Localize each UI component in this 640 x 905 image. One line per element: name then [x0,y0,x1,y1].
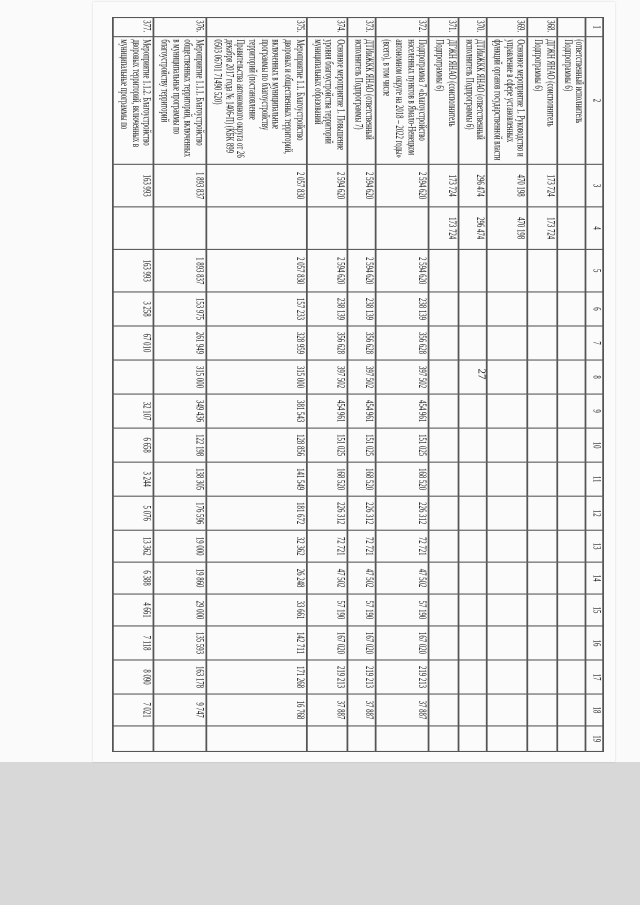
value-cell [348,207,377,250]
value-cell: 29 000 [154,594,207,626]
value-cell [487,660,528,694]
value-cell [458,249,487,292]
row-description: Мероприятие 1.1.1. Благоустройство общественных территорий, включенных в муниципальные программы по благоустройству территорий [154,37,207,165]
value-cell [458,360,487,394]
value-cell: 6 388 [113,562,154,594]
value-cell: 16 768 [207,694,307,726]
value-cell: 37 887 [348,694,377,726]
value-cell: 238 139 [377,292,430,326]
value-cell [528,496,557,530]
value-cell: 2 057 830 [207,164,307,207]
value-cell [429,394,458,428]
value-cell [557,530,586,562]
value-cell [429,292,458,326]
value-cell: 32 107 [113,394,154,428]
value-cell [487,562,528,594]
value-cell: 238 139 [348,292,377,326]
header-cell: 18 [586,694,603,726]
header-cell: 7 [586,326,603,360]
value-cell: 356 628 [307,326,348,360]
value-cell [557,626,586,660]
value-cell [528,562,557,594]
value-cell: 19 000 [154,530,207,562]
row-number: 374. [307,18,348,37]
value-cell: 226 312 [348,496,377,530]
value-cell: 26 248 [207,562,307,594]
value-cell [307,726,348,752]
value-cell: 157 233 [207,292,307,326]
value-cell [429,496,458,530]
value-cell: 1 893 837 [154,164,207,207]
value-cell: 7 021 [113,694,154,726]
value-cell [458,594,487,626]
value-cell [207,726,307,752]
value-cell: 454 961 [307,394,348,428]
row-number: 375. [207,18,307,37]
value-cell: 397 502 [307,360,348,394]
value-cell [557,694,586,726]
value-cell: 171 268 [207,660,307,694]
value-cell [458,530,487,562]
value-cell [487,394,528,428]
value-cell [458,562,487,594]
row-number: 368. [528,18,557,37]
header-cell: 5 [586,249,603,292]
value-cell [487,428,528,462]
value-cell: 122 198 [154,428,207,462]
row-description: Основное мероприятие 1. Руководство и управление в сфере установленных функций органов государственной власти [487,37,528,165]
value-cell: 397 502 [348,360,377,394]
header-cell: 6 [586,292,603,326]
value-cell [557,594,586,626]
row-number: 371. [429,18,458,37]
value-cell: 7 118 [113,626,154,660]
table-row [429,18,458,752]
table-header-row [586,18,603,752]
value-cell: 226 312 [307,496,348,530]
value-cell [557,428,586,462]
value-cell: 135 593 [154,626,207,660]
table-row [528,18,557,752]
header-cell: 1 [586,18,603,37]
header-cell: 9 [586,394,603,428]
value-cell [458,626,487,660]
value-cell: 128 856 [207,428,307,462]
value-cell: 226 312 [377,496,430,530]
value-cell [487,694,528,726]
value-cell [429,626,458,660]
value-cell: 2 594 620 [348,249,377,292]
value-cell [113,726,154,752]
value-cell: 47 502 [307,562,348,594]
value-cell [487,249,528,292]
value-cell [557,292,586,326]
value-cell: 163 993 [113,164,154,207]
value-cell [429,562,458,594]
value-cell [154,726,207,752]
value-cell [207,207,307,250]
value-cell: 141 549 [207,462,307,496]
value-cell [487,726,528,752]
header-cell: 10 [586,428,603,462]
page-number: 27 [475,368,488,380]
value-cell [528,726,557,752]
value-cell: 470 198 [487,164,528,207]
value-cell: 219 213 [348,660,377,694]
value-cell: 176 596 [154,496,207,530]
row-number: 370. [458,18,487,37]
value-cell: 8 090 [113,660,154,694]
value-cell [429,726,458,752]
value-cell: 72 721 [307,530,348,562]
row-number [557,18,586,37]
value-cell: 173 724 [528,164,557,207]
value-cell: 57 190 [348,594,377,626]
value-cell: 72 721 [377,530,430,562]
value-cell [113,360,154,394]
value-cell [429,249,458,292]
value-cell [528,530,557,562]
value-cell: 37 887 [307,694,348,726]
value-cell [557,394,586,428]
value-cell [429,360,458,394]
value-cell [429,660,458,694]
value-cell: 315 000 [154,360,207,394]
header-cell: 8 [586,360,603,394]
value-cell [557,496,586,530]
value-cell [429,428,458,462]
value-cell: 37 887 [377,694,430,726]
value-cell [377,726,430,752]
value-cell: 470 198 [487,207,528,250]
table-row [113,18,154,752]
value-cell [458,394,487,428]
value-cell [113,207,154,250]
value-cell [557,562,586,594]
value-cell: 173 724 [429,207,458,250]
table-row [458,18,487,752]
value-cell [348,726,377,752]
value-cell [458,496,487,530]
value-cell [528,292,557,326]
value-cell: 151 025 [377,428,430,462]
value-cell: 142 711 [207,626,307,660]
value-cell [429,694,458,726]
value-cell: 3 258 [113,292,154,326]
value-cell: 153 975 [154,292,207,326]
value-cell [487,292,528,326]
value-cell: 72 721 [348,530,377,562]
header-cell: 11 [586,462,603,496]
value-cell [154,207,207,250]
value-cell: 5 076 [113,496,154,530]
value-cell [557,249,586,292]
value-cell: 151 025 [307,428,348,462]
value-cell [528,626,557,660]
header-cell: 17 [586,660,603,694]
value-cell [458,462,487,496]
value-cell [528,249,557,292]
value-cell [377,207,430,250]
table-row [487,18,528,752]
value-cell [557,207,586,250]
value-cell: 381 543 [207,394,307,428]
value-cell [528,462,557,496]
value-cell: 296 474 [458,164,487,207]
table-row [207,18,307,752]
row-description: (ответственный исполнитель Подпрограммы 6) [557,37,586,165]
value-cell: 67 010 [113,326,154,360]
value-cell [557,462,586,496]
value-cell: 173 724 [528,207,557,250]
row-description: Основное мероприятие 1. Повышение уровня благоустройства территорий муниципальных образований [307,37,348,165]
value-cell [429,462,458,496]
value-cell: 33 661 [207,594,307,626]
value-cell [528,428,557,462]
header-cell: 14 [586,562,603,594]
value-cell [487,360,528,394]
value-cell: 168 520 [348,462,377,496]
value-cell: 168 520 [307,462,348,496]
value-cell [458,428,487,462]
value-cell [487,530,528,562]
value-cell: 2 057 830 [207,249,307,292]
value-cell [487,594,528,626]
value-cell [557,360,586,394]
row-number: 376. [154,18,207,37]
row-description: ДТИиЖКК ЯНАО (ответственный исполнитель Подпрограммы 7) [348,37,377,165]
value-cell: 47 502 [377,562,430,594]
row-description: Мероприятие 1.1. Благоустройство дворовых и общественных территорий, включенных в муниципальные программы по благоустройству территорий (постановление Правительства автономного округа от 26 декабря 2017 года № 1406-П) (КБК 899 0503 06701 71490 520) [207,37,307,165]
value-cell [487,462,528,496]
value-cell: 2 594 620 [307,164,348,207]
table-row [307,18,348,752]
row-description: Мероприятие 1.1.2. Благоустройство дворовых территорий, включенных в муниципальные программы по [113,37,154,165]
table-row [377,18,430,752]
value-cell [429,326,458,360]
value-cell: 2 594 620 [377,249,430,292]
header-cell: 15 [586,594,603,626]
value-cell [528,594,557,626]
value-cell: 6 658 [113,428,154,462]
value-cell: 219 213 [307,660,348,694]
table-row [154,18,207,752]
value-cell: 32 362 [207,530,307,562]
value-cell: 47 502 [348,562,377,594]
value-cell: 19 860 [154,562,207,594]
value-cell: 173 724 [429,164,458,207]
value-cell [528,394,557,428]
value-cell: 397 502 [377,360,430,394]
value-cell: 3 244 [113,462,154,496]
value-cell [557,164,586,207]
value-cell: 1 893 837 [154,249,207,292]
value-cell [429,594,458,626]
budget-table [112,17,604,752]
header-cell: 19 [586,726,603,752]
value-cell: 9 747 [154,694,207,726]
value-cell [458,694,487,726]
value-cell [458,326,487,360]
value-cell [557,326,586,360]
value-cell: 57 190 [377,594,430,626]
value-cell: 356 628 [377,326,430,360]
value-cell [487,626,528,660]
value-cell [557,726,586,752]
header-cell: 16 [586,626,603,660]
value-cell: 167 020 [307,626,348,660]
header-cell: 12 [586,496,603,530]
value-cell [458,726,487,752]
value-cell [528,360,557,394]
table-row [557,18,586,752]
value-cell: 167 020 [377,626,430,660]
row-number: 377. [113,18,154,37]
value-cell [487,496,528,530]
value-cell: 349 436 [154,394,207,428]
value-cell: 454 961 [348,394,377,428]
header-cell: 13 [586,530,603,562]
header-cell: 3 [586,164,603,207]
value-cell: 138 305 [154,462,207,496]
value-cell [307,207,348,250]
row-number: 372. [377,18,430,37]
value-cell [528,326,557,360]
value-cell: 315 000 [207,360,307,394]
header-cell: 4 [586,207,603,250]
value-cell: 296 474 [458,207,487,250]
table-row [348,18,377,752]
value-cell [458,292,487,326]
value-cell: 13 362 [113,530,154,562]
value-cell: 181 672 [207,496,307,530]
value-cell: 167 020 [348,626,377,660]
value-cell: 57 190 [307,594,348,626]
value-cell: 2 594 620 [307,249,348,292]
row-description: Подпрограмма 7 «Благоустройство населенных пунктов в Ямало-Ненецком автономном округе на 2018 – 2022 годы» (всего), в том числе [377,37,430,165]
value-cell: 2 594 620 [377,164,430,207]
value-cell: 261 949 [154,326,207,360]
value-cell: 168 520 [377,462,430,496]
value-cell: 2 594 620 [348,164,377,207]
value-cell [458,660,487,694]
row-description: ДТИиЖКК ЯНАО (ответственный исполнитель Подпрограммы 6) [458,37,487,165]
value-cell [528,660,557,694]
value-cell: 163 178 [154,660,207,694]
value-cell: 151 025 [348,428,377,462]
value-cell [557,660,586,694]
value-cell: 356 628 [348,326,377,360]
value-cell: 454 961 [377,394,430,428]
value-cell [528,694,557,726]
value-cell: 219 213 [377,660,430,694]
row-number: 373. [348,18,377,37]
value-cell [429,530,458,562]
value-cell: 163 993 [113,249,154,292]
value-cell: 328 959 [207,326,307,360]
row-description: ДГЖН ЯНАО (соисполнитель Подпрограммы 6) [429,37,458,165]
row-description: ДГЖН ЯНАО (соисполнитель Подпрограммы 6) [528,37,557,165]
value-cell [487,326,528,360]
value-cell: 4 661 [113,594,154,626]
value-cell: 238 139 [307,292,348,326]
header-cell: 2 [586,37,603,165]
row-number: 369. [487,18,528,37]
